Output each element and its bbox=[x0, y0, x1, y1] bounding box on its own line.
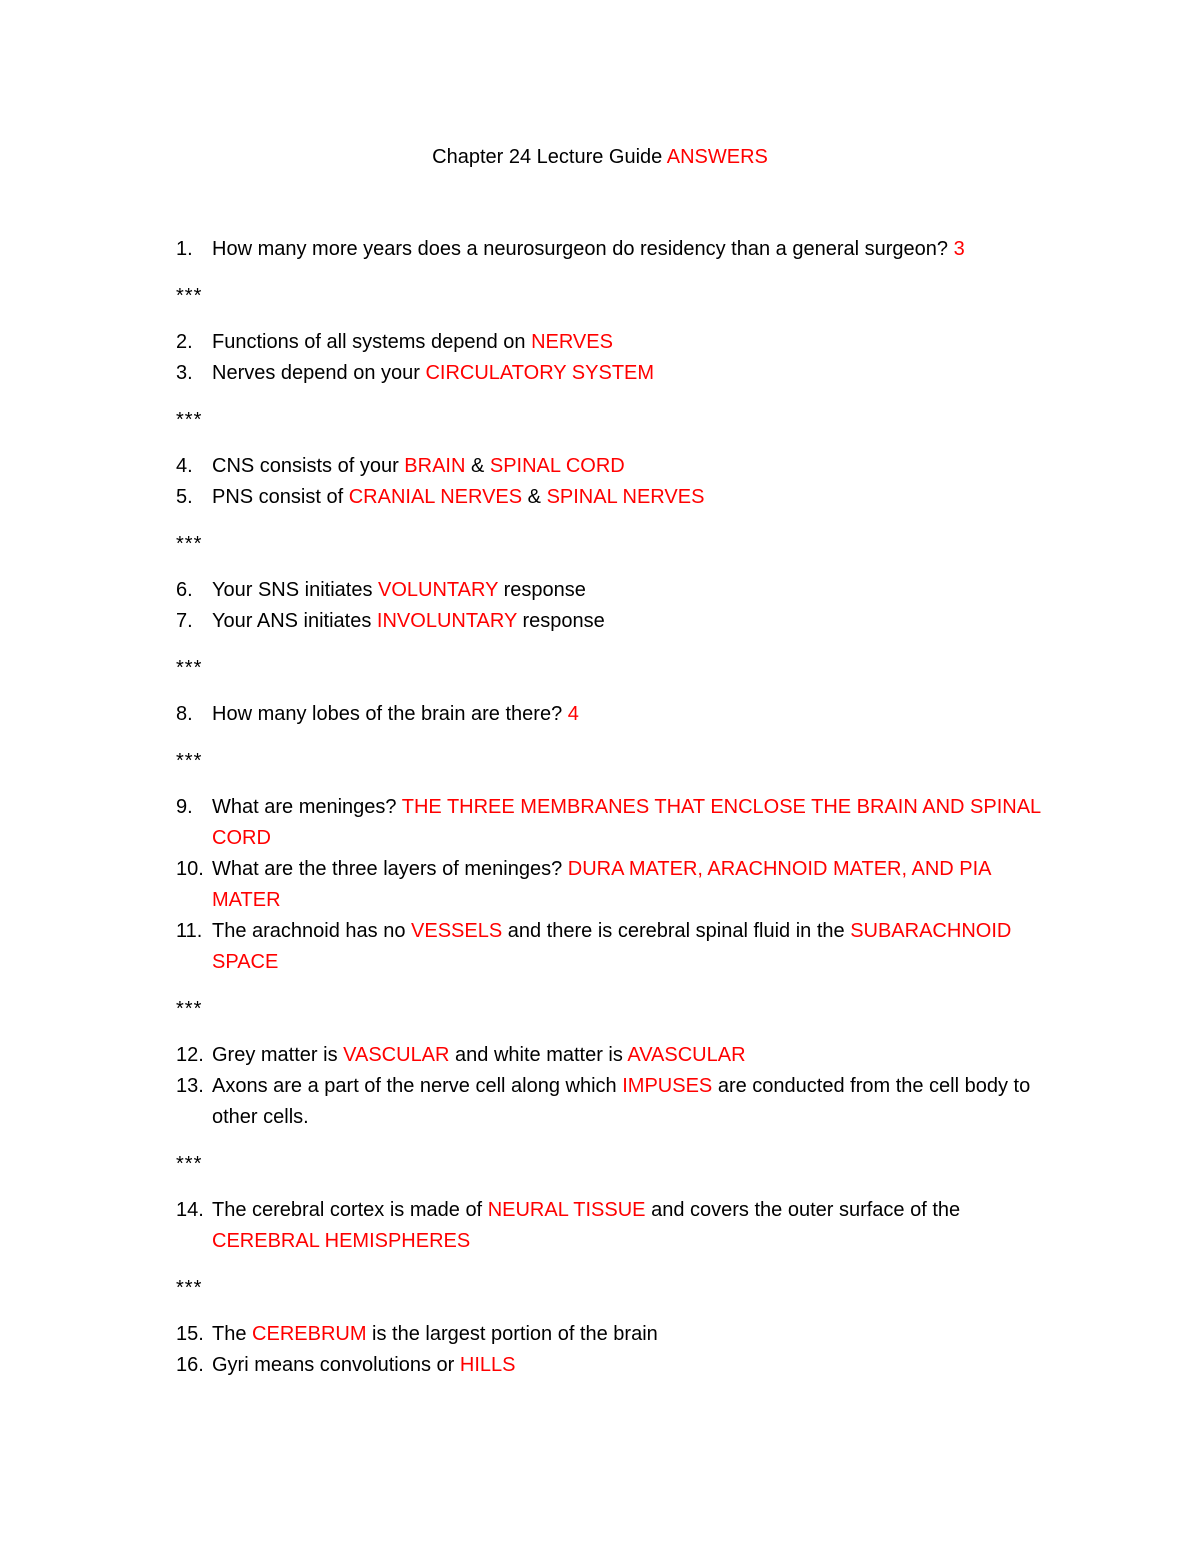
question-item-16 bbox=[176, 1350, 1046, 1381]
question-item-13 bbox=[176, 1071, 1046, 1133]
section-separator: *** bbox=[176, 1153, 203, 1175]
item-number: 14. bbox=[176, 1199, 204, 1221]
question-text: response bbox=[498, 579, 586, 601]
answer-text: THE THREE MEMBRANES THAT ENCLOSE THE BRAIN AND SPINAL CORD bbox=[212, 796, 1041, 849]
question-text: PNS consist of bbox=[212, 486, 349, 508]
answer-text: 3 bbox=[953, 238, 965, 260]
answer-text: CEREBRAL HEMISPHERES bbox=[212, 1230, 471, 1252]
item-number: 2. bbox=[176, 331, 193, 353]
item-number: 6. bbox=[176, 579, 193, 601]
question-item-11 bbox=[176, 916, 1046, 978]
question-item-8 bbox=[176, 699, 1046, 730]
item-number: 4. bbox=[176, 455, 193, 477]
answer-text: VESSELS bbox=[411, 920, 503, 942]
question-item-4 bbox=[176, 451, 1046, 482]
section-separator: *** bbox=[176, 409, 203, 431]
item-number: 7. bbox=[176, 610, 193, 632]
item-number: 3. bbox=[176, 362, 193, 384]
question-item-2 bbox=[176, 327, 1046, 358]
question-text: CNS consists of your bbox=[212, 455, 405, 477]
item-number: 9. bbox=[176, 796, 193, 818]
answer-text: SPINAL CORD bbox=[489, 455, 625, 477]
item-number: 8. bbox=[176, 703, 193, 725]
item-number: 5. bbox=[176, 486, 193, 508]
question-text: and there is cerebral spinal fluid in the bbox=[502, 920, 851, 942]
answer-text: VASCULAR bbox=[343, 1044, 450, 1066]
question-text: and white matter is bbox=[449, 1044, 628, 1066]
item-number: 15. bbox=[176, 1323, 204, 1345]
answer-text: CEREBRUM bbox=[252, 1323, 367, 1345]
question-item-3 bbox=[176, 358, 1046, 389]
answer-text: NERVES bbox=[531, 331, 613, 353]
question-text: Functions of all systems depend on bbox=[212, 331, 532, 353]
item-number: 12. bbox=[176, 1044, 204, 1066]
question-text: Your ANS initiates bbox=[212, 610, 377, 632]
answer-text: SUBARACHNOID SPACE bbox=[212, 920, 1012, 973]
question-list bbox=[176, 234, 1046, 1381]
question-item-6 bbox=[176, 575, 1046, 606]
section-separator: *** bbox=[176, 1277, 203, 1299]
section-separator: *** bbox=[176, 750, 203, 772]
answer-text: 4 bbox=[567, 703, 579, 725]
item-number: 1. bbox=[176, 238, 193, 260]
question-text: How many lobes of the brain are there? bbox=[212, 703, 568, 725]
answer-text: AVASCULAR bbox=[627, 1044, 746, 1066]
question-text: are conducted from the cell body to other cells. bbox=[212, 1075, 1031, 1128]
question-item-9 bbox=[176, 792, 1046, 854]
question-item-5 bbox=[176, 482, 1046, 513]
answer-text: IMPUSES bbox=[622, 1075, 713, 1097]
question-text: The bbox=[212, 1323, 253, 1345]
section-separator: *** bbox=[176, 657, 203, 679]
answer-text: CRANIAL NERVES bbox=[348, 486, 523, 508]
question-text: Your SNS initiates bbox=[212, 579, 379, 601]
section-separator: *** bbox=[176, 533, 203, 555]
item-number: 13. bbox=[176, 1075, 204, 1097]
question-text: The cerebral cortex is made of bbox=[212, 1199, 488, 1221]
question-text: Grey matter is bbox=[212, 1044, 344, 1066]
answer-text: SPINAL NERVES bbox=[546, 486, 705, 508]
question-text: Axons are a part of the nerve cell along which bbox=[212, 1075, 623, 1097]
question-text: How many more years does a neurosurgeon do residency than a general surgeon? bbox=[212, 238, 954, 260]
question-text: is the largest portion of the brain bbox=[366, 1323, 658, 1345]
item-number: 10. bbox=[176, 858, 204, 880]
answer-text: INVOLUNTARY bbox=[376, 610, 517, 632]
question-text: Gyri means convolutions or bbox=[212, 1354, 460, 1376]
item-number: 16. bbox=[176, 1354, 204, 1376]
question-text: and covers the outer surface of the bbox=[645, 1199, 961, 1221]
question-text: What are the three layers of meninges? bbox=[212, 858, 568, 880]
answer-text: HILLS bbox=[459, 1354, 516, 1376]
question-text: The arachnoid has no bbox=[212, 920, 412, 942]
item-number: 11. bbox=[176, 920, 203, 942]
title-answers-label: ANSWERS bbox=[666, 146, 768, 168]
question-text: response bbox=[516, 610, 605, 632]
answer-text: NEURAL TISSUE bbox=[487, 1199, 646, 1221]
answer-text: BRAIN bbox=[404, 455, 466, 477]
question-item-1 bbox=[176, 234, 1046, 265]
page-title bbox=[0, 142, 1200, 172]
question-item-15 bbox=[176, 1319, 1046, 1350]
question-item-7 bbox=[176, 606, 1046, 637]
question-text: & bbox=[465, 455, 490, 477]
question-text: Nerves depend on your bbox=[212, 362, 426, 384]
question-text: & bbox=[522, 486, 547, 508]
answer-text: VOLUNTARY bbox=[378, 579, 499, 601]
question-item-10 bbox=[176, 854, 1046, 916]
question-text: What are meninges? bbox=[212, 796, 402, 818]
answer-text: DURA MATER, ARACHNOID MATER, AND PIA MATER bbox=[212, 858, 991, 911]
answer-text: CIRCULATORY SYSTEM bbox=[425, 362, 655, 384]
question-item-12 bbox=[176, 1040, 1046, 1071]
question-item-14 bbox=[176, 1195, 1046, 1257]
section-separator: *** bbox=[176, 285, 203, 307]
section-separator: *** bbox=[176, 998, 203, 1020]
title-text: Chapter 24 Lecture Guide bbox=[432, 146, 663, 168]
